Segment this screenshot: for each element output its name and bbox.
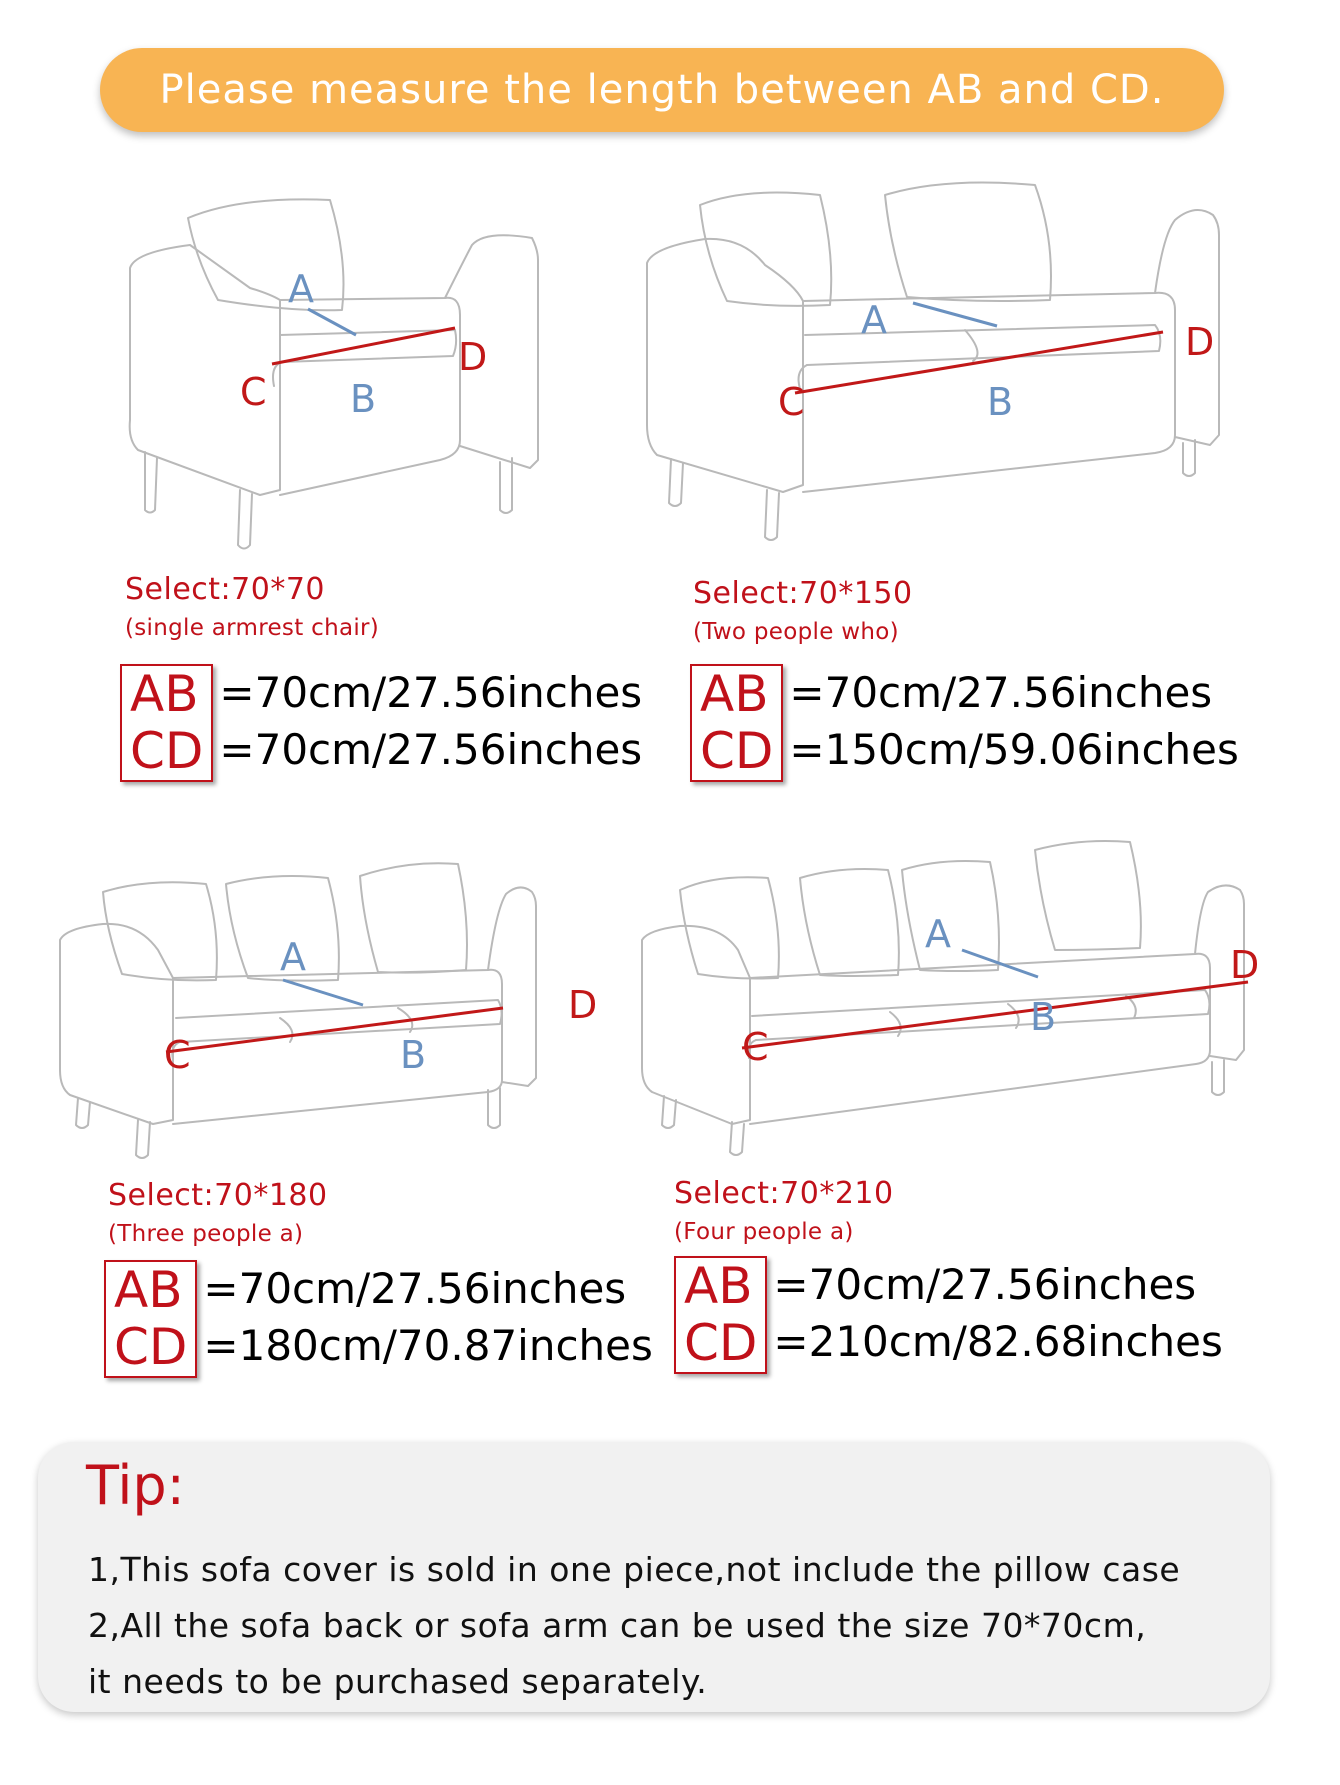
- ab-value: =70cm/27.56inches: [789, 668, 1213, 717]
- ab-cd-key-box: [120, 664, 213, 782]
- ab-value: =70cm/27.56inches: [219, 668, 643, 717]
- sofa-type-label: (single armrest chair): [125, 615, 380, 641]
- label-b: B: [1030, 995, 1057, 1039]
- select-size-label: Select:70*150: [693, 576, 913, 611]
- label-d: D: [568, 983, 598, 1027]
- size-caption-four-seat: [674, 1176, 894, 1245]
- cd-key: CD: [114, 1318, 188, 1376]
- cd-value: =210cm/82.68inches: [773, 1317, 1223, 1366]
- sofa-type-label: (Three people a): [108, 1221, 304, 1247]
- measurement-three-seat: [104, 1260, 653, 1378]
- cd-value: =70cm/27.56inches: [219, 725, 643, 774]
- label-b: B: [987, 380, 1014, 424]
- cd-key: CD: [130, 722, 204, 780]
- label-b: B: [350, 377, 377, 421]
- ab-key: AB: [130, 665, 199, 723]
- ab-value: =70cm/27.56inches: [203, 1264, 627, 1313]
- tip-panel: [38, 1442, 1270, 1712]
- tip-line: 2,All the sofa back or sofa arm can be used the size 70*70cm,: [88, 1606, 1147, 1645]
- measurement-four-seat: [674, 1256, 1223, 1374]
- select-size-label: Select:70*70: [125, 572, 326, 607]
- label-a: A: [861, 298, 887, 342]
- cd-value: =150cm/59.06inches: [789, 725, 1239, 774]
- label-d: D: [458, 335, 488, 379]
- select-size-label: Select:70*180: [108, 1178, 328, 1213]
- label-c: C: [742, 1025, 769, 1069]
- cd-value: =180cm/70.87inches: [203, 1321, 653, 1370]
- size-caption-single: [125, 572, 379, 641]
- label-c: C: [164, 1033, 191, 1077]
- ab-value: =70cm/27.56inches: [773, 1260, 1197, 1309]
- cd-key: CD: [684, 1314, 758, 1372]
- cd-key: CD: [700, 722, 774, 780]
- ab-key: AB: [700, 665, 769, 723]
- measurement-single: [120, 664, 642, 782]
- label-a: A: [288, 267, 314, 311]
- sofa-diagram-three-seat: [58, 850, 598, 1170]
- tip-line: it needs to be purchased separately.: [88, 1662, 708, 1701]
- label-a: A: [280, 935, 306, 979]
- tip-line: 1,This sofa cover is sold in one piece,not include the pillow case: [88, 1550, 1181, 1589]
- label-b: B: [400, 1033, 427, 1077]
- label-d: D: [1185, 320, 1215, 364]
- sofa-type-label: (Two people who): [693, 619, 899, 645]
- label-a: A: [925, 912, 951, 956]
- sofa-diagram-single: [120, 190, 550, 560]
- sofa-diagram-four-seat: [640, 830, 1260, 1160]
- label-d: D: [1230, 943, 1260, 987]
- ab-key: AB: [114, 1261, 183, 1319]
- ab-key: AB: [684, 1257, 753, 1315]
- select-size-label: Select:70*210: [674, 1176, 894, 1211]
- sofa-diagram-two-seat: [635, 175, 1235, 555]
- tip-title: Tip:: [86, 1454, 185, 1517]
- measurement-two-seat: [690, 664, 1239, 782]
- ab-cd-key-box: [104, 1260, 197, 1378]
- label-c: C: [778, 380, 805, 424]
- ab-cd-key-box: [674, 1256, 767, 1374]
- sofa-type-label: (Four people a): [674, 1219, 854, 1245]
- label-c: C: [240, 370, 267, 414]
- ab-cd-key-box: [690, 664, 783, 782]
- instruction-banner: Please measure the length between AB and CD.: [100, 48, 1224, 132]
- size-caption-two-seat: [693, 576, 913, 645]
- size-caption-three-seat: [108, 1178, 328, 1247]
